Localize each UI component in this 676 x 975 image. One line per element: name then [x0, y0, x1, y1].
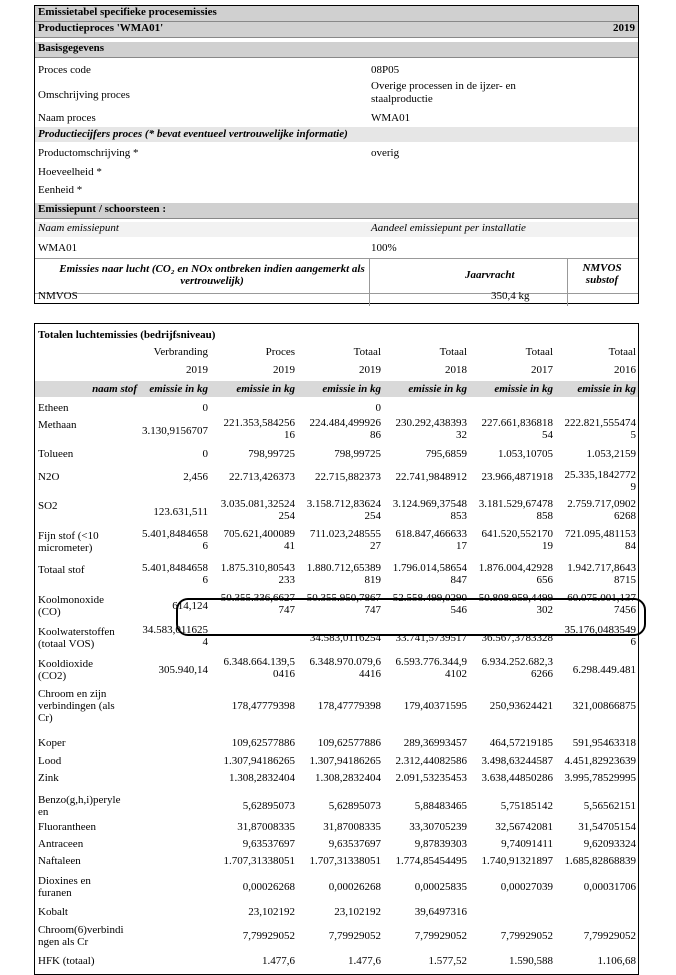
substance-name: Dioxines en furanen	[38, 875, 91, 899]
substance-name: Totaal stof	[38, 564, 85, 576]
emission-value: 221.353,584256 16	[223, 417, 295, 441]
substance-name: Etheen	[38, 402, 69, 414]
table-title: Emissietabel specifieke procesemissies	[38, 6, 217, 18]
emission-value: 33.741,5739517	[395, 632, 467, 644]
emission-value: 7,79929052	[500, 930, 553, 942]
emission-value: 5.401,8484658 6	[142, 562, 208, 586]
nmvos-value: 350,4 kg	[491, 290, 530, 302]
emission-value: 0,00026268	[242, 881, 295, 893]
naam-emissiepunt-label: Naam emissiepunt	[38, 222, 119, 234]
emission-value: 23,102192	[248, 906, 295, 918]
emission-value: 1.707,31338051	[309, 855, 381, 867]
emission-value: 6.593.776.344,9 4102	[395, 656, 467, 680]
column-year: 2019	[273, 364, 295, 376]
emission-value: 9,62093324	[583, 838, 636, 850]
emission-value: 1.053,2159	[586, 448, 636, 460]
emission-value: 1.942.717,8643 8715	[567, 562, 636, 586]
emission-value: 6.348.970.079,6 4416	[309, 656, 381, 680]
emission-value: 1.307,94186265	[223, 755, 295, 767]
emission-value: 227.661,836818 54	[481, 417, 553, 441]
emissie-unit-header: emissie in kg	[322, 383, 381, 395]
emission-value: 179,40371595	[403, 700, 467, 712]
emission-value: 22.715,882373	[315, 471, 381, 483]
emission-value: 618.847,466633 17	[395, 528, 467, 552]
substance-name: Fluorantheen	[38, 821, 97, 833]
emissie-unit-header: emissie in kg	[408, 383, 467, 395]
jaarvracht-label: Jaarvracht	[465, 269, 515, 281]
highlight-oval	[176, 598, 646, 636]
process-label: Productieproces 'WMA01'	[38, 22, 164, 34]
emission-value: 3.995,78529995	[564, 772, 636, 784]
emission-value: 178,47779398	[231, 700, 295, 712]
field-label: Productomschrijving *	[38, 147, 139, 159]
emission-value: 50.355.336,6627 747	[220, 592, 295, 616]
process-emission-table	[34, 5, 639, 304]
emission-value: 721.095,481153 84	[564, 528, 636, 552]
emission-value: 5,62895073	[328, 800, 381, 812]
emission-value: 7,79929052	[242, 930, 295, 942]
emission-value: 9,63537697	[242, 838, 295, 850]
emission-value: 7,79929052	[414, 930, 467, 942]
emission-value: 25.335,1842772 9	[564, 469, 636, 493]
emission-value: 60.075.001,137 7456	[567, 592, 636, 616]
emission-value: 5,56562151	[583, 800, 636, 812]
emission-value: 0,00025835	[414, 881, 467, 893]
emission-value: 39,6497316	[414, 906, 467, 918]
emission-value: 1.876.004,42928 656	[478, 562, 553, 586]
emission-value: 33,30705239	[409, 821, 467, 833]
column-group-label: Totaal	[439, 346, 467, 358]
column-year: 2016	[614, 364, 636, 376]
emission-value: 3.130,9156707	[142, 425, 208, 437]
emission-value: 50.355.950,7867 747	[306, 592, 381, 616]
emission-value: 3.035.081,32524 254	[220, 498, 295, 522]
emission-value: 591,95463318	[572, 737, 636, 749]
process-year: 2019	[613, 22, 635, 34]
column-year: 2018	[445, 364, 467, 376]
emission-value: 0	[202, 448, 208, 460]
substance-name: Koolmonoxide (CO)	[38, 594, 104, 618]
emission-value: 123.631,511	[153, 506, 208, 518]
emission-value: 1.685,82868839	[564, 855, 636, 867]
emission-value: 5.401,8484658 6	[142, 528, 208, 552]
emissie-unit-header: emissie in kg	[236, 383, 295, 395]
field-label: Proces code	[38, 64, 91, 76]
column-year: 2017	[531, 364, 553, 376]
nmvos-label: NMVOS	[38, 290, 78, 302]
emission-value: 798,99725	[248, 448, 295, 460]
emission-value: 7,79929052	[583, 930, 636, 942]
emission-value: 5,75185142	[500, 800, 553, 812]
emission-value: 3.498,63244587	[481, 755, 553, 767]
emission-value: 22.713,426373	[229, 471, 295, 483]
emission-value: 0	[375, 402, 381, 414]
emission-value: 1.577,52	[428, 955, 467, 967]
emission-value: 2.091,53235453	[395, 772, 467, 784]
substance-name: Kobalt	[38, 906, 68, 918]
emission-value: 464,57219185	[489, 737, 553, 749]
emission-value: 250,93624421	[489, 700, 553, 712]
emission-value: 614,124	[172, 600, 208, 612]
field-label: Omschrijving proces	[38, 89, 130, 101]
emission-value: 795,6859	[425, 448, 467, 460]
field-value: Overige processen in de ijzer- en staalproductie	[371, 80, 516, 105]
emissies-title: Emissies naar lucht (CO₂ en NOx ontbreken indien aangemerkt als vertrouwelijk)	[59, 263, 365, 287]
emission-value: 1.875.310,80543 233	[220, 562, 295, 586]
emission-value: 5,62895073	[242, 800, 295, 812]
emission-value: 31,87008335	[237, 821, 295, 833]
table-title-row	[35, 6, 638, 22]
emission-value: 321,00866875	[572, 700, 636, 712]
productiecijfers-header	[35, 127, 638, 142]
emission-value: 1.307,94186265	[309, 755, 381, 767]
aandeel-label: Aandeel emissiepunt per installatie	[371, 222, 526, 234]
emission-value: 1.707,31338051	[223, 855, 295, 867]
emission-value: 31,87008335	[323, 821, 381, 833]
substance-name: Methaan	[38, 419, 77, 431]
emission-value: 34.583,0116254	[309, 632, 381, 644]
emissiepunt-columns	[35, 222, 638, 237]
emission-value: 641.520,552170 19	[481, 528, 553, 552]
emission-value: 798,99725	[334, 448, 381, 460]
emission-value: 7,79929052	[328, 930, 381, 942]
field-value: overig	[371, 147, 400, 159]
emissie-unit-header: emissie in kg	[577, 383, 636, 395]
totals-title: Totalen luchtemissies (bedrijfsniveau)	[38, 329, 216, 341]
nmvos-substof-label: NMVOS substof	[582, 262, 622, 286]
emissie-unit-header: emissie in kg	[149, 383, 208, 395]
emission-value: 6.348.664.139,5 0416	[223, 656, 295, 680]
field-label: Eenheid *	[38, 184, 83, 196]
emission-value: 50.808.959,4499 302	[478, 592, 553, 616]
emission-value: 222.821,555474 5	[564, 417, 636, 441]
field-label: Naam proces	[38, 112, 96, 124]
column-group-label: Totaal	[525, 346, 553, 358]
substance-name: Fijn stof (<10 micrometer)	[38, 530, 99, 554]
emission-value: 705.621,400089 41	[223, 528, 295, 552]
emission-value: 23.966,4871918	[481, 471, 553, 483]
substance-name: Chroom(6)verbindi ngen als Cr	[38, 924, 124, 948]
emission-value: 1.796.014,58654 847	[392, 562, 467, 586]
emissie-unit-header: emissie in kg	[494, 383, 553, 395]
emission-value: 2.759.717,0902 6268	[567, 498, 636, 522]
field-label: Hoeveelheid *	[38, 166, 102, 178]
emission-value: 1.053,10705	[498, 448, 553, 460]
emission-value: 6.934.252.682,3 6266	[481, 656, 553, 680]
column-group-label: Totaal	[608, 346, 636, 358]
emission-value: 5,88483465	[414, 800, 467, 812]
emission-value: 1.774,85454495	[395, 855, 467, 867]
substance-name: N2O	[38, 471, 60, 483]
emissiepunt-header	[35, 203, 638, 219]
emission-value: 1.477,6	[348, 955, 381, 967]
substance-name: Lood	[38, 755, 62, 767]
emission-value: 109,62577886	[317, 737, 381, 749]
emission-value: 9,74091411	[501, 838, 553, 850]
naam-stof-header: naam stof	[92, 383, 137, 395]
column-year: 2019	[186, 364, 208, 376]
substance-name: SO2	[38, 500, 58, 512]
emission-value: 289,36993457	[403, 737, 467, 749]
column-group-label: Verbranding	[153, 346, 208, 358]
emission-value: 23,102192	[334, 906, 381, 918]
productiecijfers-label: Productiecijfers proces (* bevat eventueel vertrouwelijke informatie)	[38, 128, 348, 140]
emission-value: 3.181.529,67478 858	[478, 498, 553, 522]
substance-name: Chroom en zijn verbindingen (als Cr)	[38, 688, 115, 724]
substance-name: Koolwaterstoffen (totaal VOS)	[38, 626, 115, 650]
substance-name: HFK (totaal)	[38, 955, 95, 967]
emission-value: 1.880.712,65389 819	[306, 562, 381, 586]
emission-value: 35.176,0483549 6	[564, 624, 636, 648]
emission-value: 711.023,248555 27	[309, 528, 381, 552]
emission-value: 224.484,499926 86	[309, 417, 381, 441]
emission-value: 0,00031706	[583, 881, 636, 893]
emission-value: 4.451,82923639	[564, 755, 636, 767]
emission-value: 22.741,9848912	[395, 471, 467, 483]
emission-value: 0,00027039	[500, 881, 553, 893]
column-year: 2019	[359, 364, 381, 376]
emission-value: 34.583,011625 4	[142, 624, 208, 648]
emission-value: 1.308,2832404	[229, 772, 295, 784]
emission-value: 3.638,44850286	[481, 772, 553, 784]
substance-name: Benzo(g,h,i)peryle en	[38, 794, 121, 818]
emission-value: 3.158.712,83624 254	[306, 498, 381, 522]
substance-name: Antraceen	[38, 838, 84, 850]
emission-value: 9,87839303	[414, 838, 467, 850]
emissiepunt-name: WMA01	[38, 242, 78, 254]
emission-value: 1.590,588	[509, 955, 553, 967]
substance-name: Naftaleen	[38, 855, 81, 867]
emission-value: 2.312,44082586	[395, 755, 467, 767]
emissiepunt-pct: 100%	[371, 242, 397, 254]
emission-value: 1.477,6	[262, 955, 295, 967]
emission-value: 2,456	[183, 471, 208, 483]
emissiepunt-label: Emissiepunt / schoorsteen :	[38, 203, 167, 215]
emission-value: 52.558.499,0290 546	[392, 592, 467, 616]
emissies-header	[35, 258, 638, 294]
substance-name: Kooldioxide (CO2)	[38, 658, 93, 682]
emission-value: 1.740,91321897	[481, 855, 553, 867]
emission-value: 109,62577886	[231, 737, 295, 749]
process-row	[35, 22, 638, 38]
field-value: WMA01	[371, 112, 411, 124]
totalen-luchtemissies-table	[34, 323, 639, 975]
substance-name: Koper	[38, 737, 66, 749]
emission-value: 1.106,68	[597, 955, 636, 967]
field-value: 08P05	[371, 64, 400, 76]
column-group-label: Proces	[265, 346, 295, 358]
emission-value: 1.308,2832404	[315, 772, 381, 784]
substance-name: Zink	[38, 772, 59, 784]
basisgegevens-label: Basisgegevens	[38, 42, 104, 54]
emission-value: 9,63537697	[328, 838, 381, 850]
substance-name: Tolueen	[38, 448, 74, 460]
emission-value: 230.292,438393 32	[395, 417, 467, 441]
emission-value: 178,47779398	[317, 700, 381, 712]
emission-value: 36.567,3783328	[481, 632, 553, 644]
emission-value: 0,00026268	[328, 881, 381, 893]
column-group-label: Totaal	[353, 346, 381, 358]
emission-value: 31,54705154	[578, 821, 636, 833]
emission-value: 0	[202, 402, 208, 414]
basisgegevens-header	[35, 42, 638, 58]
emission-value: 305.940,14	[158, 664, 208, 676]
emission-value: 32,56742081	[495, 821, 553, 833]
emission-value: 3.124.969,37548 853	[392, 498, 467, 522]
emission-value: 6.298.449.481	[572, 664, 636, 676]
